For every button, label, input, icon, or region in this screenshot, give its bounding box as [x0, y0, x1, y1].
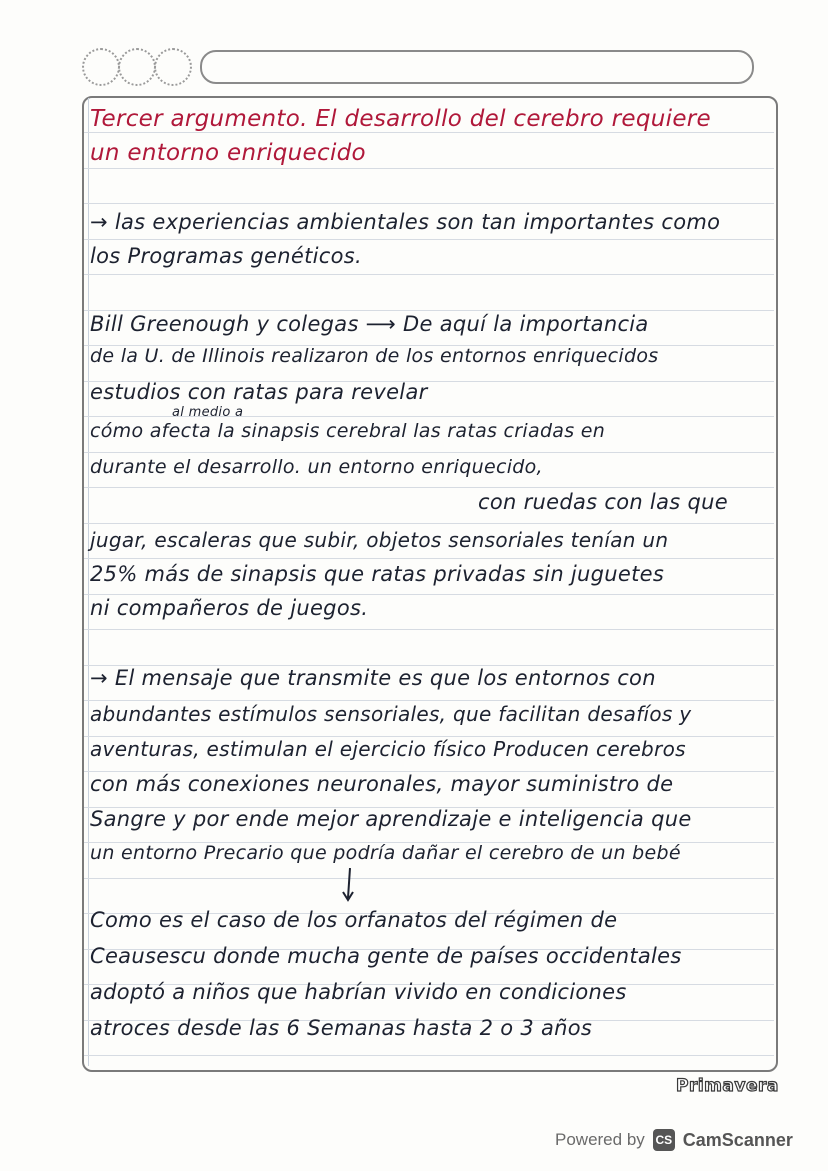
arrow-down-icon — [340, 868, 360, 908]
text-line: con más conexiones neuronales, mayor suministro de — [90, 772, 674, 796]
text-line: Sangre y por ende mejor aprendizaje e inteligencia que — [90, 807, 692, 831]
text-line: los Programas genéticos. — [90, 244, 362, 268]
text-line: Ceausescu donde mucha gente de países occidentales — [90, 944, 682, 968]
ruled-line — [84, 203, 774, 204]
flower-icon — [118, 48, 156, 86]
ruled-line — [84, 523, 774, 524]
header-title-box — [200, 50, 754, 84]
text-line: ni compañeros de juegos. — [90, 596, 369, 620]
text-line: adoptó a niños que habrían vivido en condiciones — [90, 980, 627, 1004]
text-line: aventuras, estimulan el ejercicio físico Producen cerebros — [90, 737, 686, 761]
ruled-line — [84, 274, 774, 275]
text-line: atroces desde las 6 Semanas hasta 2 o 3 años — [90, 1016, 593, 1040]
text-line: de la U. de Illinois realizaron de los entornos enriquecidos — [90, 345, 659, 367]
ruled-line — [84, 487, 774, 488]
notebook-brand-logo: Primavera — [676, 1076, 779, 1096]
ruled-line — [84, 700, 774, 701]
camscanner-icon: CS — [653, 1129, 675, 1151]
ruled-line — [84, 168, 774, 169]
ruled-line — [84, 310, 774, 311]
powered-by-label: Powered by — [555, 1130, 645, 1149]
text-line: jugar, escaleras que subir, objetos sensoriales tenían un — [90, 528, 669, 552]
camscanner-watermark — [555, 1122, 815, 1158]
annotation: al medio a — [172, 405, 244, 420]
heading-line-1: Tercer argumento. El desarrollo del cerebro requiere — [90, 106, 711, 132]
flower-icon — [82, 48, 120, 86]
ruled-line — [84, 558, 774, 559]
flower-icon — [154, 48, 192, 86]
text-line: con ruedas con las que — [478, 490, 728, 514]
text-line: un entorno Precario que podría dañar el cerebro de un bebé — [90, 842, 681, 864]
text-line: abundantes estímulos sensoriales, que facilitan desafíos y — [90, 702, 692, 726]
text-line: → las experiencias ambientales son tan importantes como — [90, 210, 721, 234]
text-line: estudios con ratas para revelar — [90, 380, 428, 404]
text-line: cómo afecta la sinapsis cerebral las ratas criadas en — [90, 420, 606, 442]
ruled-line — [84, 878, 774, 879]
text-line: 25% más de sinapsis que ratas privadas sin juguetes — [90, 562, 665, 586]
text-line: Como es el caso de los orfanatos del régimen de — [90, 908, 618, 932]
camscanner-name: CamScanner — [682, 1129, 793, 1150]
text-line: Bill Greenough y colegas ⟶ De aquí la importancia — [90, 312, 649, 336]
ruled-line — [84, 452, 774, 453]
margin-line — [88, 98, 89, 1066]
text-line: durante el desarrollo. un entorno enriquecido, — [90, 456, 543, 478]
heading-line-2: un entorno enriquecido — [90, 140, 366, 166]
text-line: → El mensaje que transmite es que los entornos con — [90, 666, 656, 690]
ruled-line — [84, 239, 774, 240]
ruled-line — [84, 594, 774, 595]
ruled-line — [84, 132, 774, 133]
ruled-line — [84, 1055, 774, 1056]
ruled-line — [84, 629, 774, 630]
